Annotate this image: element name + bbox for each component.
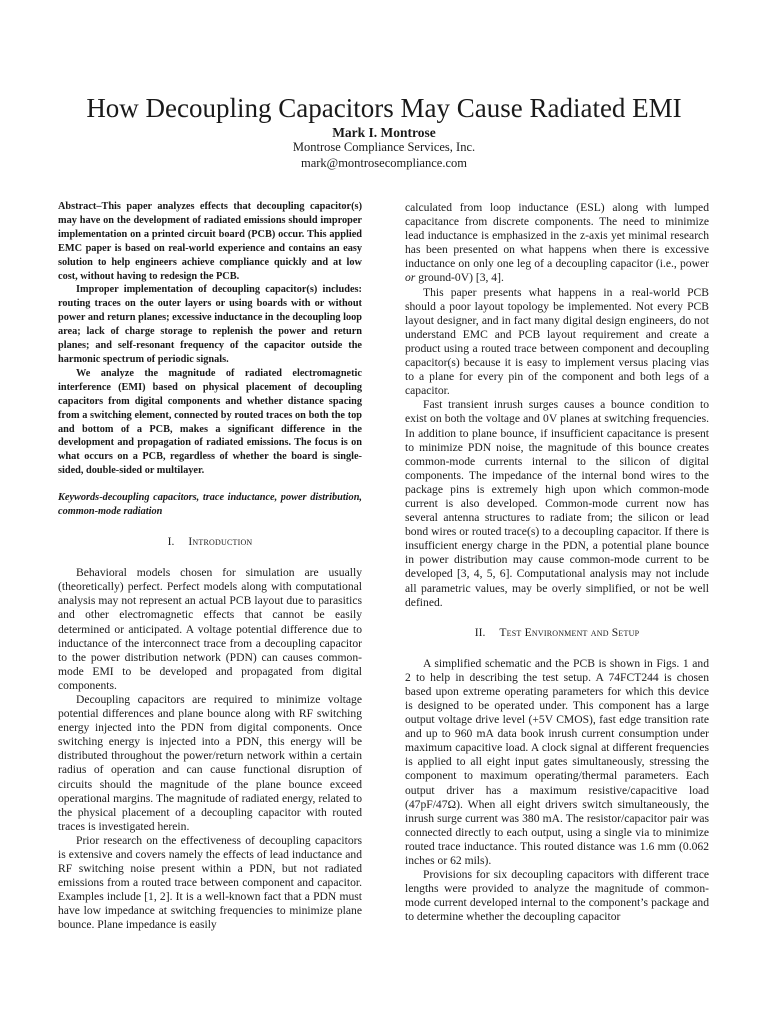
section-number: II. xyxy=(474,625,486,639)
body-paragraph: Decoupling capacitors are required to minimize voltage potential differences and plane bounce along with RF switching energy injected into the PDN from digital components. Once switching energy is injected into a PDN, this energy will be distributed throughout the power/return network within a certain radius of operation and can cause functional disruption of circuits should the magnitude of the plane bounce exceed operational margins. The magnitude of radiated energy, related to the physical placement of a decoupling capacitor with routed traces is investigated herein. xyxy=(58,692,362,833)
abstract-paragraph: We analyze the magnitude of radiated electromagnetic interference (EMI) based on physical placement of decoupling capacitors from digital components and whether distance spacing from a switching element, connected by routed traces on both the top and bottom of a PCB, makes a significant difference in the development and propagation of radiated emissions. The focus is on what occurs on a PCB, regardless of whether the board is single-sided, double-sided or multilayer. xyxy=(58,367,362,477)
author-affiliation: Montrose Compliance Services, Inc. xyxy=(292,140,476,154)
section-number: I. xyxy=(167,535,175,549)
italic-text: or xyxy=(405,271,416,285)
section-heading-introduction xyxy=(58,535,362,549)
abstract-paragraph: Improper implementation of decoupling capacitor(s) includes: routing traces on the outer layers or using boards with or without power and return planes; excessive inductance in the decoupling loop area; lack of charge storage to replenish the power and return planes; and self-resonant frequency of the capacitor outside the harmonic spectrum of periodic signals. xyxy=(58,284,362,365)
body-paragraph: Fast transient inrush surges causes a bounce condition to exist on both the voltage and 0V planes at switching frequencies. In addition to plane bounce, if insufficient capacitance is present to minimize PDN noise, the magnitude of this bounce creates common-mode currents internal to the silicon of digital components. The impedance of the internal bond wires to the package pins is extremely high upon which common-mode current is also developed. Common-mode current now has several antenna structures to radiate from; the silicon or lead bond wires or routed trace(s) to a decoupling capacitor. If there is insufficient energy charge in the PDN, a potential plane bounce in power distribution may cause common-mode current to be developed [3, 4, 5, 6]. Computational analysis may not include all parametric values, may be overly simplified, or not be well defined. xyxy=(405,398,709,609)
text-run: calculated from loop inductance (ESL) along with lumped capacitance from discrete components. The need to minimize lead inductance is emphasized in the z-axis yet minimal research has been presented on what happens when there is excessive inductance on only one leg of a decoupling capacitor (i.e., power xyxy=(405,201,709,271)
body-paragraph: Provisions for six decoupling capacitors with different trace lengths were provided to analyze the magnitude of common-mode current developed internal to the component’s package and to determine whether the decoupling capacitor xyxy=(405,868,709,924)
body-paragraph: Prior research on the effectiveness of decoupling capacitors is extensive and covers namely the effects of lead inductance and RF switching noise present within a PDN, but not radiated emissions from a routed trace between component and capacitor. Examples include [1, 2]. It is a well-known fact that a PDN must have low impedance at switching frequencies to minimize plane bounce. Plane impedance is easily xyxy=(58,833,362,932)
section-title: Test Environment and Setup xyxy=(499,625,640,639)
body-paragraph: This paper presents what happens in a real-world PCB should a poor layout topology be implemented. Not every PCB layout designer, and in fact many digital design engineers, do not understand EMC and PCB layout requirement and create a product using a routed trace between component and decoupling capacitor(s) because it is easy to implement versus placing vias to a plane for every pin of the component and both legs of a capacitor. xyxy=(405,285,709,398)
left-column xyxy=(58,200,362,933)
author-name: Mark I. Montrose xyxy=(332,125,436,140)
keywords: Keywords-decoupling capacitors, trace inductance, power distribution, common-mode radiation xyxy=(58,492,362,518)
body-paragraph: Behavioral models chosen for simulation are usually (theoretically) perfect. Perfect models along with computational analysis may not represent an actual PCB layout due to parasitics and other electromagnetic effects that cannot be easily determined or anticipated. A voltage potential difference due to inductance of the interconnect trace from a decoupling capacitor to the power distribution network (PDN) can causes common-mode EMI to be developed and propagated from digital components. xyxy=(58,566,362,692)
abstract-paragraph: Abstract–This paper analyzes effects that decoupling capacitor(s) may have on the development of radiated emissions should improper implementation on a printed circuit board (PCB) occur. This applied EMC paper is based on real-world experience and contains an easy solution to help engineers achieve compliance quickly and at low cost, without having to redesign the PCB. xyxy=(58,201,362,282)
right-column xyxy=(405,201,709,925)
author-email: mark@montrosecompliance.com xyxy=(301,156,467,170)
paper-title: How Decoupling Capacitors May Cause Radiated EMI xyxy=(86,93,682,123)
text-run: ground-0V) [3, 4]. xyxy=(415,271,504,285)
abstract xyxy=(58,200,362,478)
section-title: Introduction xyxy=(188,535,253,549)
body-paragraph xyxy=(405,201,709,286)
section-heading-test-environment xyxy=(405,626,709,640)
body-paragraph: A simplified schematic and the PCB is shown in Figs. 1 and 2 to help in describing the test setup. A 74FCT244 is chosen based upon extreme operating parameters for which this device is designed to be operated under. This component has a large output voltage drive level (+5V CMOS), fast edge transition rate and up to 960 mA data book inrush current consumption under maximum capacitive load. A clock signal at different frequencies is applied to all eight input gates simultaneously, stressing the component to maximum operating/thermal parameters. Each output driver has a maximum resistive/capacitive load (47pF/47Ω). When all eight drivers switch simultaneously, the inrush surge current was 380 mA. The resistor/capacitor pair was connected directly to each output, using a single via to minimize routed trace inductance. This routed distance was 1.6 mm (0.062 inches or 62 mils). xyxy=(405,656,709,868)
